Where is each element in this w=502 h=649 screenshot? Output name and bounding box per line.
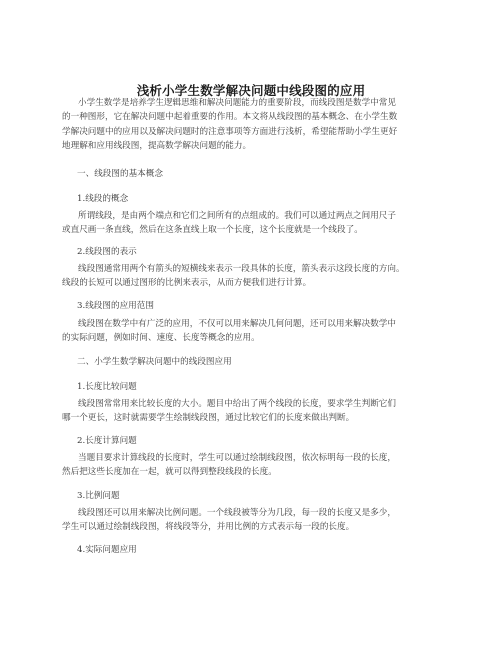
paragraph-line: 或直尺画一条直线，然后在这条直线上取一个长度，这个长度就是一个线段了。 (62, 225, 363, 236)
paragraph-line: 然后把这些长度加在一起，就可以得到整段线段的长度。 (62, 467, 277, 478)
paragraph-line: 当题目要求计算线段的长度时，学生可以通过绘制线段图，依次标明每一段的长度， (78, 453, 396, 463)
paragraph-line: 的一种图形，它在解决问题中起着重要的作用。本文将从线段图的基本概念、在小学生数 (62, 112, 398, 123)
paragraph-line: 小学生数学是培养学生逻辑思维和解决问题能力的重要阶段，而线段图是数学中常见 (78, 98, 396, 108)
body-paragraph (62, 317, 452, 346)
subsection-heading: 1.线段的概念 (77, 194, 129, 204)
body-paragraph (62, 262, 452, 291)
subsection-heading: 4.实际问题应用 (77, 545, 137, 555)
subsection-heading: 1.长度比较问题 (77, 382, 137, 392)
paragraph-line: 线段图在数学中有广泛的应用，不仅可以用来解决几何问题，还可以用来解决数学中 (78, 319, 396, 329)
section-heading: 二、小学生数学解决问题中的线段图应用 (77, 357, 232, 367)
paragraph-line: 线段图通常用两个有箭头的短横线来表示一段具体的长度，箭头表示这段长度的方向。 (78, 264, 405, 274)
subsection-heading: 2.长度计算问题 (77, 436, 137, 446)
body-paragraph (62, 451, 452, 480)
paragraph-line: 线段图常常用来比较长度的大小。题目中给出了两个线段的长度，要求学生判断它们 (78, 399, 396, 409)
paragraph-line: 学解决问题中的应用以及解决问题时的注意事项等方面进行浅析，希望能帮助小学生更好 (62, 126, 398, 137)
body-paragraph (62, 397, 452, 426)
section-heading: 一、线段图的基本概念 (77, 169, 163, 179)
intro-paragraph (62, 96, 452, 154)
subsection-heading: 2.线段图的表示 (77, 247, 137, 257)
paragraph-line: 的实际问题，例如时间、速度、长度等概念的应用。 (62, 333, 260, 344)
subsection-heading: 3.比例问题 (77, 491, 120, 501)
paragraph-line: 所谓线段，是由两个端点和它们之间所有的点组成的。我们可以通过两点之间用尺子 (78, 211, 396, 221)
paragraph-line: 哪一个更长，这时就需要学生绘制线段图，通过比较它们的长度来做出判断。 (62, 413, 355, 424)
subsection-heading: 3.线段图的应用范围 (77, 301, 154, 311)
paragraph-line: 学生可以通过绘制线段图，将线段等分，并用比例的方式表示每一段的长度。 (62, 522, 355, 533)
paragraph-line: 线段图还可以用来解决比例问题。一个线段被等分为几段，每一段的长度又是多少， (78, 508, 396, 518)
body-paragraph (62, 506, 452, 535)
paragraph-line: 地理解和应用线段图，提高数学解决问题的能力。 (62, 141, 252, 152)
document-title: 浅析小学生数学解决问题中线段图的应用 (136, 83, 366, 98)
body-paragraph (62, 209, 452, 238)
paragraph-line: 线段的长短可以通过图形的比例来表示，从而方便我们进行计算。 (62, 278, 312, 289)
